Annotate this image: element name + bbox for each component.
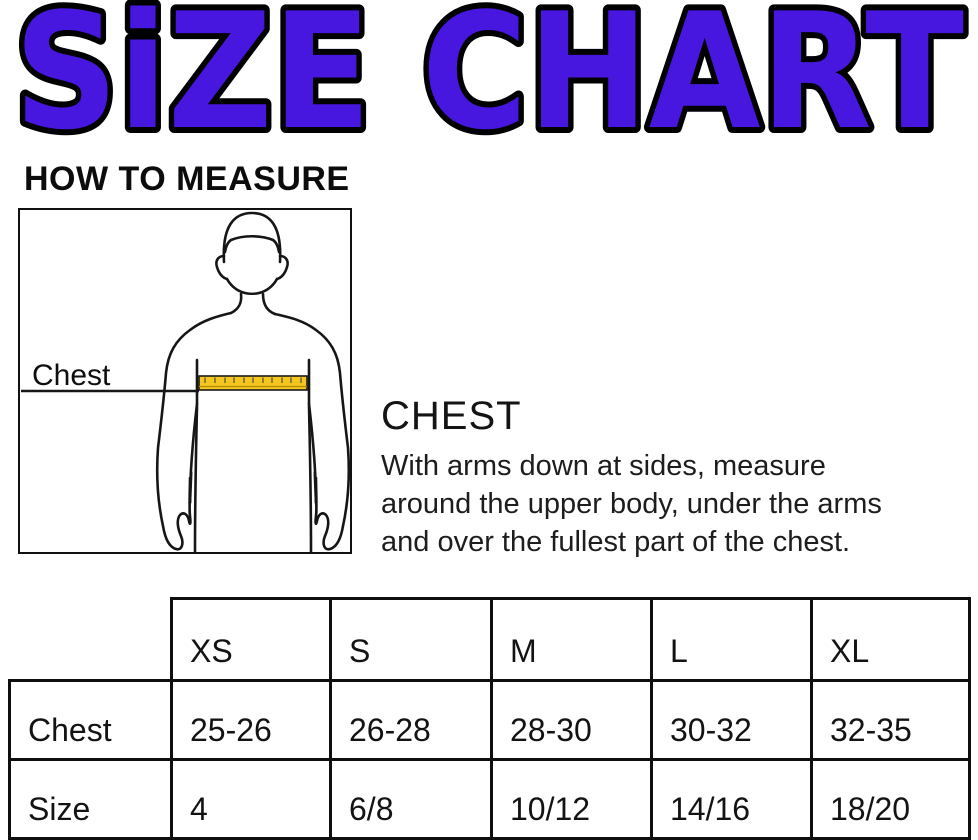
chest-value-xs: 25-26: [172, 681, 331, 760]
column-header-m: M: [492, 599, 652, 681]
measurement-figure-box: [18, 208, 352, 554]
size-value-xl: 18/20: [812, 760, 970, 839]
page-title: SiZE CHART: [14, 0, 964, 156]
column-header-xl: XL: [812, 599, 970, 681]
chest-value-s: 26-28: [331, 681, 492, 760]
measuring-tape-icon: [199, 376, 307, 390]
size-value-xs: 4: [172, 760, 331, 839]
description-line-3: and over the fullest part of the chest.: [381, 526, 851, 558]
size-table-header-row: [10, 599, 970, 681]
size-value-l: 14/16: [652, 760, 812, 839]
chest-value-xl: 32-35: [812, 681, 970, 760]
table-blank-corner: [10, 599, 172, 681]
how-to-measure-heading: HOW TO MEASURE: [24, 160, 350, 198]
chest-row: [10, 681, 970, 760]
chest-section-description: [381, 447, 882, 561]
size-value-s: 6/8: [331, 760, 492, 839]
size-value-m: 10/12: [492, 760, 652, 839]
chest-value-l: 30-32: [652, 681, 812, 760]
size-chart-title-art: [0, 0, 978, 156]
description-line-1: With arms down at sides, measure: [381, 450, 826, 482]
chest-section-heading: CHEST: [381, 394, 522, 438]
figure-chest-label: Chest: [32, 359, 111, 392]
description-line-2: around the upper body, under the arms: [381, 488, 882, 520]
torso-figure-illustration: [20, 210, 350, 552]
column-header-s: S: [331, 599, 492, 681]
size-row: [10, 760, 970, 839]
row-label-chest: Chest: [10, 681, 172, 760]
chest-value-m: 28-30: [492, 681, 652, 760]
row-label-size: Size: [10, 760, 172, 839]
column-header-xs: XS: [172, 599, 331, 681]
size-table: [8, 597, 971, 840]
column-header-l: L: [652, 599, 812, 681]
